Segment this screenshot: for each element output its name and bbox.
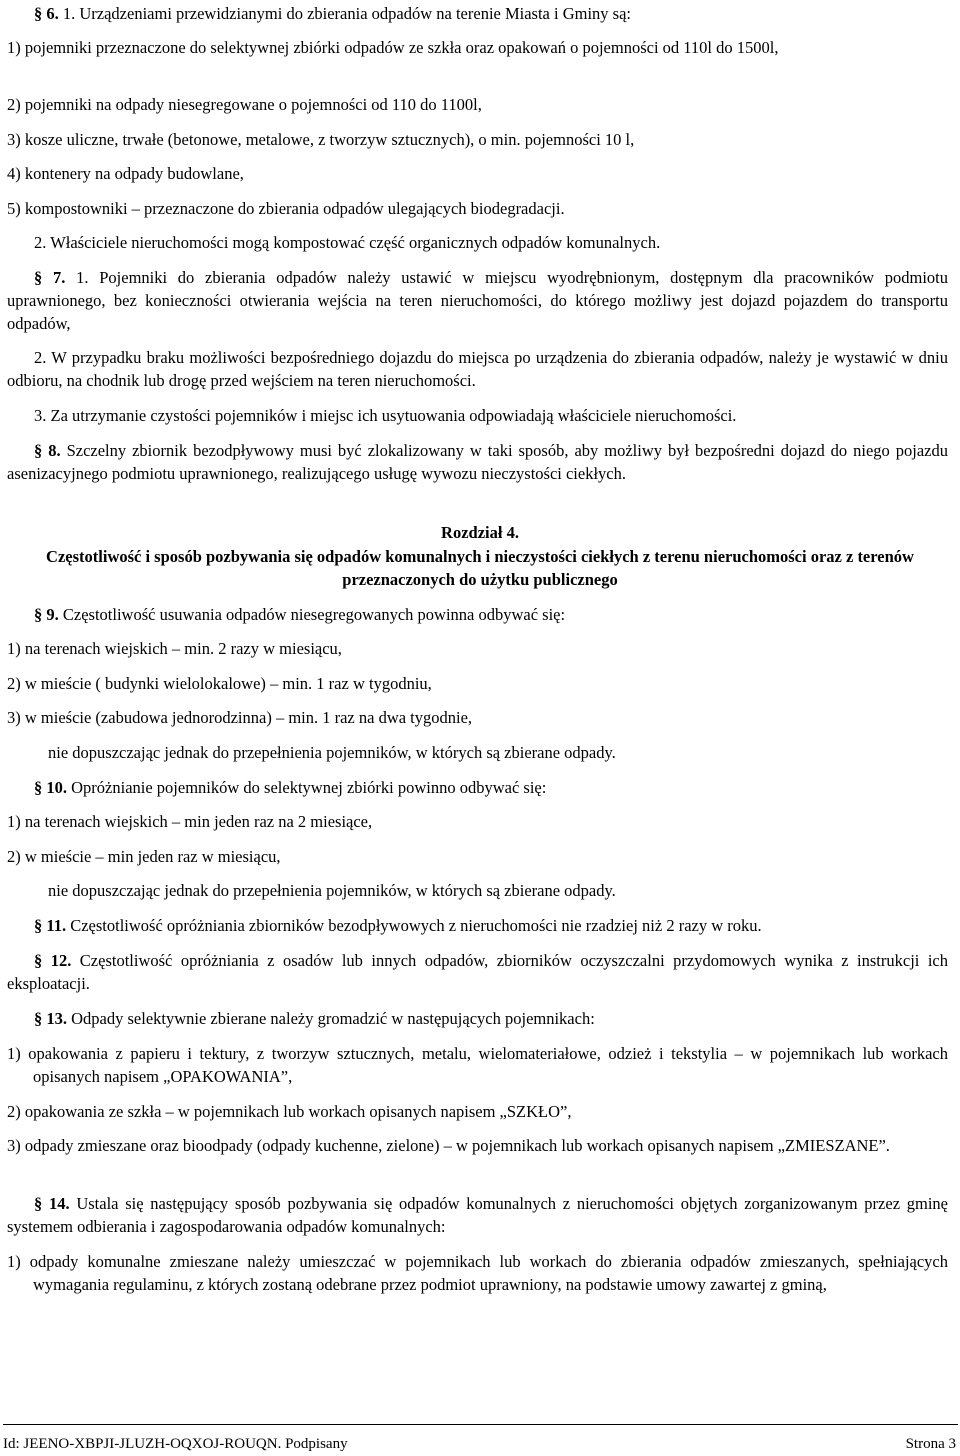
paragraph-text: Częstotliwość opróżniania zbiorników bezodpływowych z nieruchomości nie rzadziej niż 2 razy w roku. <box>66 916 762 935</box>
paragraph-text: Odpady selektywnie zbierane należy gromadzić w następujących pojemnikach: <box>67 1009 595 1028</box>
paragraph-text: 3. Za utrzymanie czystości pojemników i miejsc ich usytuowania odpowiadają właściciele nieruchomości. <box>34 406 737 425</box>
paragraph-text: Częstotliwość usuwania odpadów niesegregowanych powinna odbywać się: <box>58 605 566 624</box>
list-item: 1) na terenach wiejskich – min. 2 razy w miesiącu, <box>7 639 342 658</box>
paragraph-8: § 8. Szczelny zbiornik bezodpływowy musi być zlokalizowany w taki sposób, aby możliwy był bezpośredni dojazd do niego pojazdu asenizacyjnego podmiotu uprawnionego, realizującego usługę wywozu nieczystości ciekłych. <box>7 441 948 483</box>
section-number: 13. <box>46 1009 67 1028</box>
paragraph-6-intro: § 6. 1. Urządzeniami przewidzianymi do zbierania odpadów na terenie Miasta i Gminy są: <box>34 4 632 23</box>
list-item: 2) opakowania ze szkła – w pojemnikach lub workach opisanych napisem „SZKŁO”, <box>7 1102 572 1121</box>
list-item: 1) na terenach wiejskich – min jeden raz na 2 miesiące, <box>7 812 373 831</box>
paragraph-text: 2. Właściciele nieruchomości mogą kompostować część organicznych odpadów komunalnych. <box>34 233 661 252</box>
list-item: 2) w mieście ( budynki wielolokalowe) – min. 1 raz w tygodniu, <box>7 674 432 693</box>
paragraph-text: 2. W przypadku braku możliwości bezpośredniego dojazdu do miejsca po urządzenia do zbierania odpadów, należy je wystawić w dniu odbioru, na chodnik lub drogę przed wejściem na teren nieruchomości. <box>7 348 948 390</box>
paragraph-text: Szczelny zbiornik bezodpływowy musi być zlokalizowany w taki sposób, aby możliwy był bezpośredni dojazd do niego pojazdu asenizacyjnego podmiotu uprawnionego, realizującego usługę wywozu nieczystości ciekłych. <box>7 441 948 483</box>
paragraph-11: § 11. Częstotliwość opróżniania zbiorników bezodpływowych z nieruchomości nie rzadziej niż 2 razy w roku. <box>34 916 762 935</box>
paragraph-12: § 12. Częstotliwość opróżniania z osadów lub innych odpadów, zbiorników oczyszczalni przydomowych wynika z instrukcji ich eksploatacji. <box>7 951 948 993</box>
section-number: 7. <box>53 268 66 287</box>
paragraph-note: nie dopuszczając jednak do przepełnienia pojemników, w których są zbierane odpady. <box>48 881 616 900</box>
paragraph-10: § 10. Opróżnianie pojemników do selektywnej zbiórki powinno odbywać się: <box>34 778 547 797</box>
list-item: 5) kompostowniki – przeznaczone do zbierania odpadów ulegających biodegradacji. <box>7 199 565 218</box>
list-item: 4) kontenery na odpady budowlane, <box>7 164 244 183</box>
paragraph-9: § 9. Częstotliwość usuwania odpadów niesegregowanych powinna odbywać się: <box>34 605 566 624</box>
list-item: 1) odpady komunalne zmieszane należy umieszczać w pojemnikach lub workach do zbierania odpadów zmieszanych, spełniających wymagania regulaminu, z których zostaną odebrane przez podmiot uprawniony, na podstawie umowy zawartej z gminą, <box>7 1252 948 1294</box>
list-item: 3) odpady zmieszane oraz bioodpady (odpady kuchenne, zielone) – w pojemnikach lub workach opisanych napisem „ZMIESZANE”. <box>7 1136 890 1155</box>
section-number: 11. <box>46 916 67 935</box>
section-number: 10. <box>46 778 67 797</box>
chapter-heading: Częstotliwość i sposób pozbywania się odpadów komunalnych i nieczystości ciekłych z terenu nieruchomości oraz z terenów przeznaczonych do użytku publicznego <box>46 547 914 589</box>
paragraph-13: § 13. Odpady selektywnie zbierane należy gromadzić w następujących pojemnikach: <box>34 1009 595 1028</box>
list-item: 2) pojemniki na odpady niesegregowane o pojemności od 110 do 1100l, <box>7 95 482 114</box>
section-number: 6. <box>46 4 59 23</box>
list-item: 2) w mieście – min jeden raz w miesiącu, <box>7 847 281 866</box>
paragraph-text: Opróżnianie pojemników do selektywnej zbiórki powinno odbywać się: <box>67 778 547 797</box>
paragraph-text: 1. Urządzeniami przewidzianymi do zbierania odpadów na terenie Miasta i Gminy są: <box>58 4 632 23</box>
paragraph-7-point-1: § 7. 1. Pojemniki do zbierania odpadów należy ustawić w miejscu wyodrębnionym, dostępnym dla pracowników podmiotu uprawnionego, bez konieczności otwierania wejścia na teren nieruchomości, do którego możliwy jest dojazd pojazdem do transportu odpadów, <box>7 268 949 333</box>
paragraph-14: § 14. Ustala się następujący sposób pozbywania się odpadów komunalnych z nieruchomości objętych zorganizowanym przez gminę systemem odbierania i zagospodarowania odpadów komunalnych: <box>7 1194 948 1236</box>
footer-document-id: Id: JEENO-XBPJI-JLUZH-OQXOJ-ROUQN. Podpisany <box>3 1436 348 1452</box>
paragraph-text: 1. Pojemniki do zbierania odpadów należy ustawić w miejscu wyodrębnionym, dostępnym dla pracowników podmiotu uprawnionego, bez konieczności otwierania wejścia na teren nieruchomości, do którego możliwy jest dojazd pojazdem do transportu odpadów, <box>7 268 949 333</box>
paragraph-text: Ustala się następujący sposób pozbywania się odpadów komunalnych z nieruchomości objętych zorganizowanym przez gminę systemem odbierania i zagospodarowania odpadów komunalnych: <box>7 1194 948 1236</box>
list-item: 1) pojemniki przeznaczone do selektywnej zbiórki odpadów ze szkła oraz opakowań o pojemności od 110l do 1500l, <box>7 38 779 57</box>
section-number: 14. <box>48 1194 70 1213</box>
paragraph-text: Częstotliwość opróżniania z osadów lub innych odpadów, zbiorników oczyszczalni przydomowych wynika z instrukcji ich eksploatacji. <box>7 951 948 993</box>
footer-page-number: Strona 3 <box>905 1436 956 1452</box>
list-item: 1) opakowania z papieru i tektury, z tworzyw sztucznych, metalu, wielomateriałowe, odzież i tekstylia – w pojemnikach lub workach opisanych napisem „OPAKOWANIA”, <box>7 1044 948 1086</box>
list-item: 3) kosze uliczne, trwałe (betonowe, metalowe, z tworzyw sztucznych), o min. pojemności 10 l, <box>7 130 635 149</box>
chapter-title: Rozdział 4. <box>441 523 519 542</box>
section-number: 9. <box>46 605 59 624</box>
paragraph-note: nie dopuszczając jednak do przepełnienia pojemników, w których są zbierane odpady. <box>48 743 616 762</box>
section-number: 12. <box>50 951 72 970</box>
footer-divider <box>3 1424 958 1425</box>
section-number: 8. <box>48 441 61 460</box>
list-item: 3) w mieście (zabudowa jednorodzinna) – min. 1 raz na dwa tygodnie, <box>7 708 473 727</box>
